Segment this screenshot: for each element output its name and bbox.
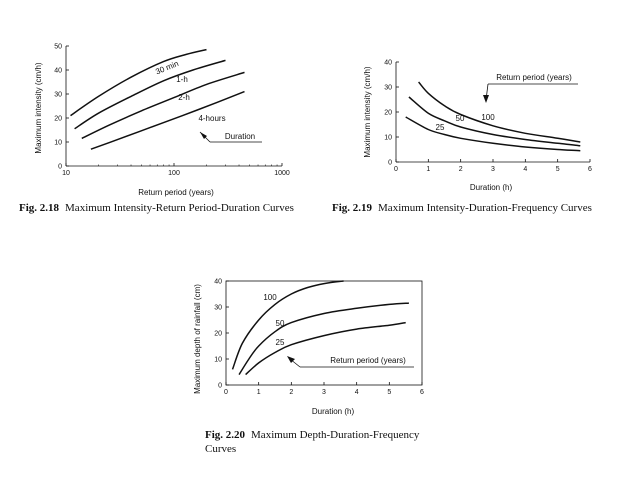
series-label-2-h: 2-h xyxy=(178,93,190,102)
series-line-100 xyxy=(419,82,581,142)
x-tick-label: 1 xyxy=(256,389,261,396)
caption-fig-2-20 xyxy=(205,428,425,456)
x-tick-label: 4 xyxy=(354,389,359,396)
x-tick-label: 100 xyxy=(168,170,180,177)
x-tick-label: 10 xyxy=(62,170,70,177)
x-tick-label: 1000 xyxy=(274,170,290,177)
y-tick-label: 20 xyxy=(384,109,392,117)
return-period-label: Return period (years) xyxy=(496,73,572,82)
y-tick-label: 40 xyxy=(214,278,222,286)
series-label-100: 100 xyxy=(481,113,495,122)
x-tick-label: 6 xyxy=(588,166,592,173)
y-axis-label: Maximum depth of rainfall (cm) xyxy=(193,284,202,394)
y-tick-label: 0 xyxy=(218,382,222,390)
y-axis-label: Maximum intensity (cm/h) xyxy=(363,66,372,158)
chart-fig-2-18 xyxy=(0,0,300,200)
x-tick-label: 6 xyxy=(420,389,424,396)
chart-fig-2-20 xyxy=(190,255,450,425)
x-tick-label: 5 xyxy=(387,389,392,396)
y-tick-label: 30 xyxy=(214,304,222,312)
series-label-30-min: 30 min xyxy=(154,59,180,77)
y-tick-label: 40 xyxy=(54,67,62,75)
x-tick-label: 3 xyxy=(491,166,495,173)
series-label-25: 25 xyxy=(275,338,285,347)
series-label-1-h: 1-h xyxy=(176,75,188,84)
x-tick-label: 4 xyxy=(523,166,528,173)
caption-number: Fig. 2.18 xyxy=(19,202,60,214)
x-tick-label: 5 xyxy=(555,166,560,173)
series-label-50: 50 xyxy=(455,114,465,123)
series-label-4-hours: 4-hours xyxy=(198,114,226,123)
x-tick-label: 2 xyxy=(289,389,294,396)
caption-text: Maximum Depth-Duration-Frequency Curves xyxy=(205,429,420,455)
y-tick-label: 0 xyxy=(388,159,392,167)
x-tick-label: 0 xyxy=(394,166,398,173)
caption-text: Maximum Intensity-Return Period-Duration Curves xyxy=(65,202,294,214)
series-label-100: 100 xyxy=(263,293,277,302)
y-tick-label: 30 xyxy=(54,91,62,99)
caption-number: Fig. 2.19 xyxy=(332,202,373,214)
caption-fig-2-19 xyxy=(332,202,592,214)
y-tick-label: 0 xyxy=(58,163,62,171)
series-line-100 xyxy=(233,281,344,369)
series-line-2-h xyxy=(82,72,245,138)
y-tick-label: 40 xyxy=(384,59,392,67)
plot-area xyxy=(214,279,424,397)
y-axis-label: Maximum intensity (cm/h) xyxy=(34,62,43,154)
return-period-label: Return period (years) xyxy=(330,356,406,365)
duration-label: Duration xyxy=(224,132,256,141)
y-tick-label: 20 xyxy=(54,115,62,123)
series-label-25: 25 xyxy=(435,123,445,132)
x-tick-label: 2 xyxy=(458,166,463,173)
x-axis-label: Duration (h) xyxy=(311,407,355,416)
series-label-50: 50 xyxy=(275,319,285,328)
y-tick-label: 10 xyxy=(384,134,392,142)
return-period-arrow xyxy=(483,84,578,103)
y-tick-label: 10 xyxy=(214,356,222,364)
y-tick-label: 20 xyxy=(214,330,222,338)
x-axis-label: Duration (h) xyxy=(469,183,513,192)
y-tick-label: 10 xyxy=(54,139,62,147)
x-tick-label: 1 xyxy=(426,166,431,173)
plot-frame xyxy=(226,281,422,385)
caption-fig-2-18 xyxy=(19,202,294,214)
chart-fig-2-19 xyxy=(330,0,630,200)
x-tick-label: 0 xyxy=(224,389,228,396)
caption-number: Fig. 2.20 xyxy=(205,429,246,441)
y-tick-label: 30 xyxy=(384,84,392,92)
y-tick-label: 50 xyxy=(54,43,62,51)
caption-text: Maximum Intensity-Duration-Frequency Curves xyxy=(378,202,592,214)
x-tick-label: 3 xyxy=(322,389,326,396)
x-axis-label: Return period (years) xyxy=(138,188,214,197)
